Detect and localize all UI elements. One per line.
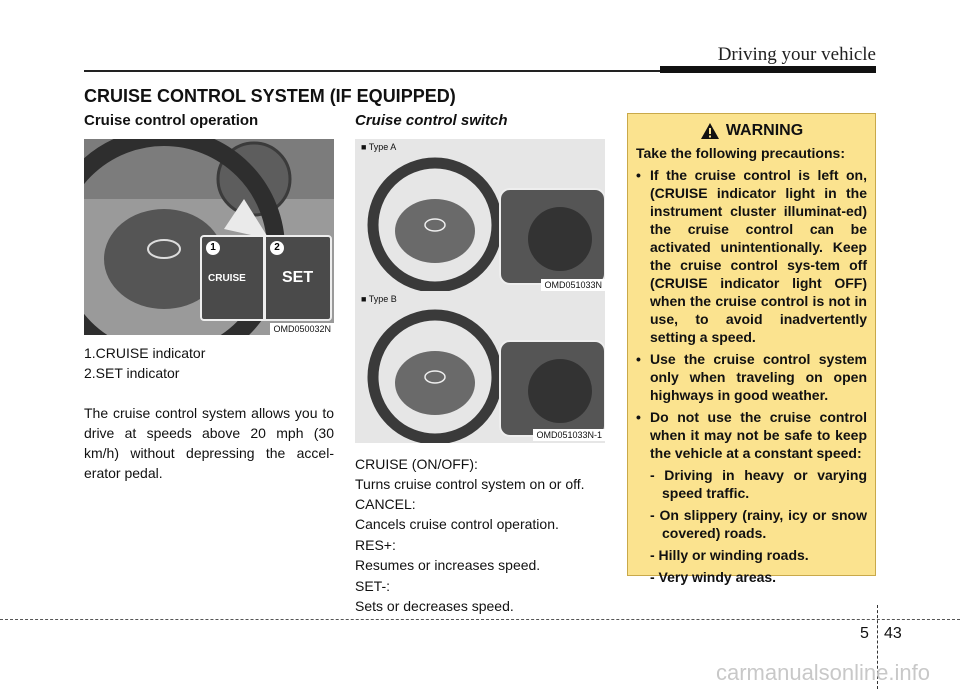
steering-wheel-type-a-illustration	[355, 139, 605, 291]
switch-desc-1: CRUISE (ON/OFF):	[355, 456, 478, 472]
switch-desc-7: SET-:	[355, 578, 391, 594]
callout-number-2: 2	[270, 241, 284, 255]
set-indicator-label: SET	[282, 269, 314, 286]
figure-code: OMD050032N	[270, 323, 334, 335]
warning-header	[636, 122, 867, 140]
chapter-number: 5	[860, 625, 869, 642]
switch-desc-3: CANCEL:	[355, 496, 416, 512]
col2-heading: Cruise control switch	[355, 112, 508, 129]
switch-desc-8: Sets or decreases speed.	[355, 598, 514, 614]
warning-sub-3: - Hilly or winding roads.	[650, 547, 809, 563]
warning-sub-4: - Very windy areas.	[650, 569, 777, 585]
type-b-code: OMD051033N-1	[533, 429, 605, 441]
intro-paragraph: The cruise control system allows you to drive at speeds above 20 mph (30 km/h) without depressing the accel-erator pedal.	[84, 405, 334, 481]
switch-desc-6: Resumes or increases speed.	[355, 557, 541, 573]
callout-number-1: 1	[206, 241, 220, 255]
indicator-list-1: 1.CRUISE indicator	[84, 345, 206, 361]
switch-desc-4: Cancels cruise control operation.	[355, 516, 559, 532]
steering-wheel-figure	[84, 139, 334, 335]
type-b-label: ■ Type B	[361, 294, 397, 304]
watermark: carmanualsonline.info	[715, 660, 930, 685]
steering-wheel-type-b-illustration	[355, 291, 605, 443]
header-title: Driving your vehicle	[717, 44, 876, 65]
warning-title: WARNING	[725, 122, 804, 139]
warning-bullet-1: • If the cruise control is left on, (CRUISE indicator light in the instrument cluster illuminat-ed) the cruise control can be activated unintentionally. Keep the cruise control sys-tem off (CRUISE indicator light OFF) when the cruise control is not in use, to avoid inadvertently setting a speed.	[636, 167, 867, 345]
warning-intro: Take the following precautions:	[636, 145, 845, 161]
header-rule-bar	[660, 66, 876, 73]
type-a-label: ■ Type A	[361, 142, 397, 152]
warning-triangle-icon	[700, 122, 720, 140]
header-rule	[84, 70, 660, 72]
switch-desc-5: RES+:	[355, 537, 396, 553]
warning-box	[627, 113, 876, 585]
warning-bullet-3: • Do not use the cruise control when it may not be safe to keep the vehicle at a constant speed:	[636, 409, 867, 461]
switch-figure-type-b	[355, 291, 605, 443]
callout-divider	[263, 237, 266, 319]
indicator-callout	[200, 235, 332, 321]
section-title: CRUISE CONTROL SYSTEM (IF EQUIPPED)	[84, 86, 456, 106]
switch-desc-2: Turns cruise control system on or off.	[355, 476, 585, 492]
footer-rule	[0, 619, 960, 620]
warning-sub-1: - Driving in heavy or varying speed traffic.	[650, 467, 867, 501]
page-number: 43	[884, 625, 902, 642]
cruise-indicator-label: CRUISE	[208, 273, 246, 284]
switch-figure-type-a	[355, 139, 605, 291]
indicator-list-2: 2.SET indicator	[84, 365, 180, 381]
warning-list	[636, 166, 867, 462]
type-a-code: OMD051033N	[541, 279, 605, 291]
warning-sub-2: - On slippery (rainy, icy or snow covered) roads.	[650, 507, 867, 541]
col1-heading: Cruise control operation	[84, 112, 259, 129]
warning-bullet-2: • Use the cruise control system only when traveling on open highways in good weather.	[636, 351, 867, 403]
